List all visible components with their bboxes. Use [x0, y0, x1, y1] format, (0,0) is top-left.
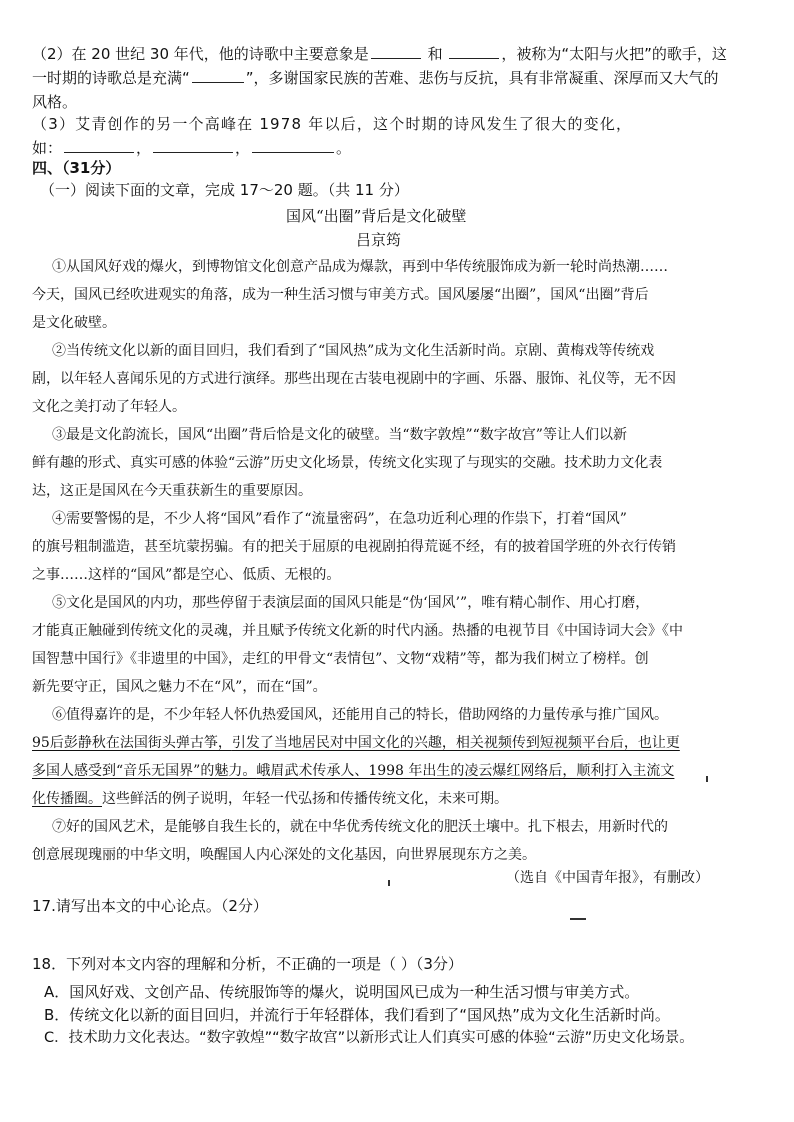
q2-text-5: ”，多谢国家民族的苦难、悲伤与反抗，具有非常凝重、深厚而又大气的 [245, 69, 719, 87]
q-line-3a [32, 112, 632, 136]
answer-blank[interactable] [153, 136, 233, 153]
para-6-line-2 [32, 731, 680, 755]
para-3-line-2: 鲜有趣的形式、真实可感的体验“云游”历史文化场景，传统文化实现了与现实的交融。技术助力文化表 [32, 455, 663, 471]
para-6-line-1: ⑥值得嘉许的是，不少年轻人怀仇热爱国风，还能用自己的特长，借助网络的力量传承与推广国风。 [52, 707, 668, 723]
q18-emphasis-text: 不正确 [276, 955, 322, 973]
answer-blank[interactable] [192, 66, 244, 83]
q2-text-1: （2）在 20 世纪 30 年代，他的诗歌中主要意象是 [32, 45, 369, 63]
para-1-line-2: 今天，国风已经吹进观实的角落，成为一种生活习惯与审美方式。国风屡屡“出圈”，国风“出圈”背后 [32, 287, 649, 303]
para-5-line-4: 新先要守正，国风之魅力不在“风”，而在“国”。 [32, 679, 327, 695]
article-author: 吕京筠 [356, 231, 402, 249]
para-7-line-1: ⑦好的国风艺术，是能够自我生长的，就在中华优秀传统文化的肥沃土壤中。扎下根去，用新时代的 [52, 819, 668, 835]
option-c[interactable]: C．技术助力文化表达。“数字敦煌”“数字故宫”以新形式让人们真实可感的体验“云游”历史文化场景。 [44, 1030, 694, 1046]
answer-blank[interactable] [449, 42, 499, 59]
underlined-phrase: 化传播圈。 [32, 791, 102, 807]
q3-text-1: （3）艾青创作的另一个高峰在 1978 年以后，这个时期的诗风发生了很大的变化， [32, 115, 633, 133]
answer-blank[interactable] [252, 136, 334, 153]
q2-text-6: 风格。 [32, 93, 78, 111]
underlined-phrase: 95后彭静秋在法国街头弹古筝， [32, 735, 232, 751]
q-line-2c [32, 90, 77, 114]
q3-text-5: 。 [336, 139, 352, 157]
para-5-line-2: 才能真正触碰到传统文化的灵魂，并且赋予传统文化新的时代内涵。热播的电视节目《中国诗词大会》《中 [32, 623, 683, 639]
article-title: 国风“出圈”背后是文化破壁 [286, 207, 467, 225]
para-5-line-3: 国智慧中国行》《非遗里的中国》，走红的甲骨文“表情包”、文物“戏精”等，都为我们树立了榜样。创 [32, 651, 649, 667]
option-a[interactable]: A．国风好戏、文创产品、传统服饰等的爆火，说明国风已成为一种生活习惯与审美方式。 [44, 983, 640, 1001]
option-b[interactable]: B．传统文化以新的面目回归，并流行于年轻群体，我们看到了“国风热”成为文化生活新时尚。 [44, 1006, 670, 1024]
q18-text: 18．下列对本文内容的理解和分析， [32, 955, 277, 973]
scan-speck [570, 918, 586, 920]
para-4-line-3: 之事……这样的“国风”都是空心、低质、无根的。 [32, 567, 341, 583]
para-4-line-1: ④需要警惕的是，不少人将“国风”看作了“流量密码”，在急功近利心理的作祟下，打着“国风” [52, 511, 627, 527]
scan-speck [706, 776, 708, 782]
q3-text-4: ， [235, 139, 251, 157]
para-1-line-3: 是文化破壁。 [32, 315, 116, 331]
question-18 [32, 952, 463, 976]
answer-blank[interactable] [371, 42, 421, 59]
para-5-line-1: ⑤文化是国风的内功，那些停留于表演层面的国风只能是“伪‘国风’”，唯有精心制作、用心打磨， [52, 595, 650, 611]
para-4-line-2: 的旗号粗制滥造，甚至坑蒙拐骗。有的把关于屈原的电视剧拍得荒诞不经，有的披着国学班的外衣行传销 [32, 539, 676, 555]
underlined-phrase: 顺利打入主流文 [576, 763, 675, 779]
underlined-phrase: 峨眉武术传承人、1998 年出生的凌云爆红网络后， [256, 763, 577, 779]
q-line-2a [32, 42, 727, 66]
q3-text-2: 如： [32, 139, 63, 157]
q-line-2b [32, 66, 719, 90]
article-source: （选自《中国青年报》，有删改） [506, 870, 709, 886]
section-instruction: （一）阅读下面的文章，完成 17～20 题。（共 11 分） [40, 181, 409, 199]
q2-text-3: ，被称为“太阳与火把”的歌手，这 [501, 45, 727, 63]
q2-text-4: 一时期的诗歌总是充满“ [32, 69, 190, 87]
para-3-line-1: ③最是文化韵流长，国风“出圈”背后恰是文化的破壁。当“数字敦煌”“数字故宫”等让人们以新 [52, 427, 627, 443]
para-6-line-4 [32, 787, 508, 811]
q18-emphasis [276, 955, 321, 973]
para-1-line-1: ①从国风好戏的爆火，到博物馆文化创意产品成为爆款，再到中华传统服饰成为新一轮时尚热潮…… [52, 259, 668, 275]
para-6-line-3 [32, 759, 674, 783]
para-2-line-1: ②当传统文化以新的面目回归，我们看到了“国风热”成为文化生活新时尚。京剧、黄梅戏等传统戏 [52, 343, 655, 359]
section-heading: 四、（31分） [32, 159, 121, 177]
para-6-text: 这些鲜活的例子说明，年轻一代弘扬和传播传统文化，未来可期。 [102, 791, 508, 807]
q18-text-end: 的一项是（ ）（3分） [321, 955, 463, 973]
para-2-line-2: 剧，以年轻人喜闻乐见的方式进行演绎。那些出现在古装电视剧中的字画、乐器、服饰、礼仪等，无不因 [32, 371, 676, 387]
answer-blank[interactable] [64, 136, 134, 153]
para-7-line-2: 创意展现瑰丽的中华文明，唤醒国人内心深处的文化基因，向世界展现东方之美。 [32, 847, 536, 863]
q2-text-2: 和 [427, 45, 443, 63]
para-2-line-3: 文化之美打动了年轻人。 [32, 399, 186, 415]
underlined-phrase: 引发了当地居民对中国文化的兴趣，相关视频传到短视频平台后，也让更 [231, 735, 680, 751]
q3-text-3: ， [136, 139, 152, 157]
scan-speck [388, 880, 390, 886]
underlined-phrase: 多国人感受到“音乐无国界”的魅力。 [32, 763, 257, 779]
question-17: 17.请写出本文的中心论点。（2分） [32, 897, 268, 915]
para-3-line-3: 达，这正是国风在今天重获新生的重要原因。 [32, 483, 312, 499]
